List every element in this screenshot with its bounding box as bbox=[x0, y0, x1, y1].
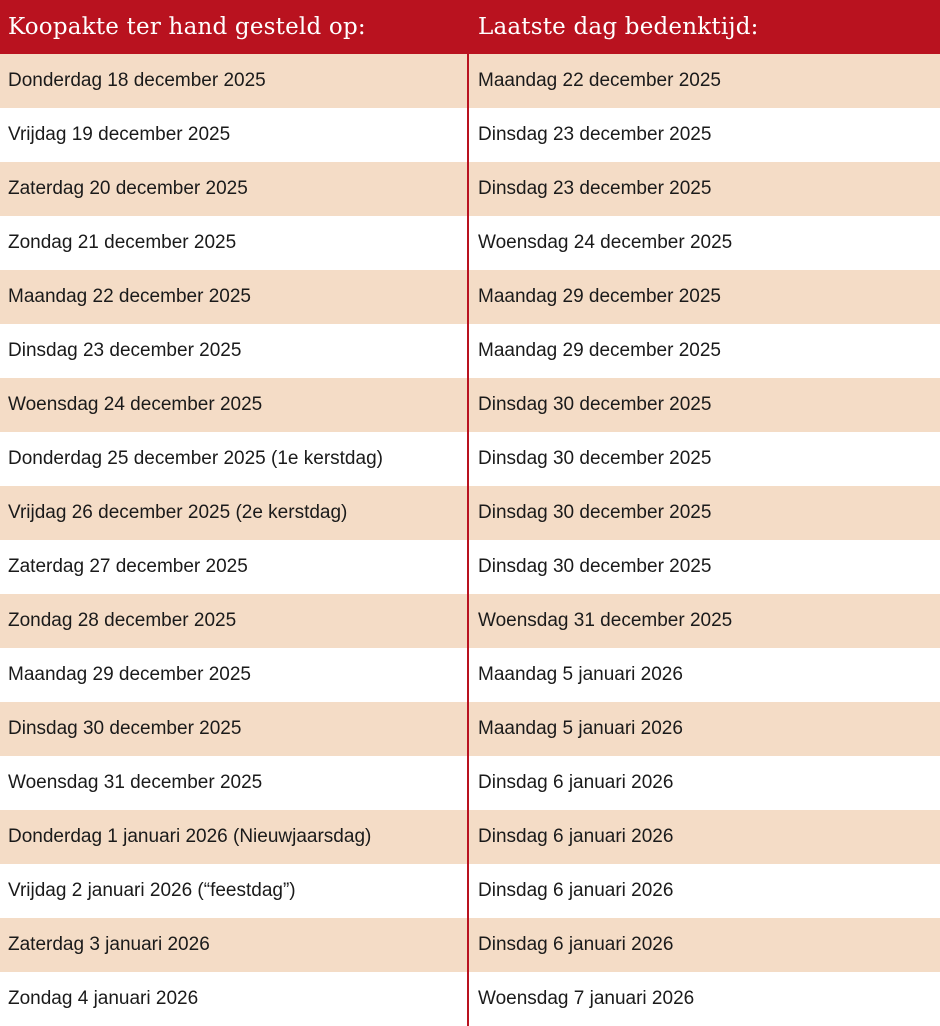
deadline-cell: Maandag 5 januari 2026 bbox=[478, 718, 683, 739]
deadline-cell: Dinsdag 30 december 2025 bbox=[478, 394, 712, 415]
deadline-cell: Woensdag 7 januari 2026 bbox=[478, 988, 695, 1009]
handed-date-cell: Zaterdag 27 december 2025 bbox=[0, 540, 469, 594]
handed-date-cell: Woensdag 24 december 2025 bbox=[0, 378, 469, 432]
table-row bbox=[0, 648, 940, 702]
handed-date-cell: Zondag 28 december 2025 bbox=[0, 594, 469, 648]
deadline-cell: Maandag 22 december 2025 bbox=[478, 70, 721, 91]
table-row bbox=[0, 756, 940, 810]
table-row bbox=[0, 108, 940, 162]
handed-date-cell: Zondag 21 december 2025 bbox=[0, 216, 469, 270]
handed-date-cell: Zaterdag 20 december 2025 bbox=[0, 162, 469, 216]
handed-date-cell: Donderdag 18 december 2025 bbox=[0, 54, 469, 108]
handed-date-cell: Donderdag 25 december 2025 (1e kerstdag) bbox=[0, 432, 469, 486]
table-row bbox=[0, 324, 940, 378]
handed-date-cell: Donderdag 1 januari 2026 (Nieuwjaarsdag) bbox=[0, 810, 469, 864]
handed-date-cell: Maandag 22 december 2025 bbox=[0, 270, 469, 324]
deadline-cell: Dinsdag 23 december 2025 bbox=[478, 124, 712, 145]
deadline-cell: Maandag 5 januari 2026 bbox=[478, 664, 683, 685]
handed-date-cell: Zaterdag 3 januari 2026 bbox=[0, 918, 469, 972]
header-handed-date: Koopakte ter hand gesteld op: bbox=[0, 0, 469, 54]
handed-date-cell: Zondag 4 januari 2026 bbox=[0, 972, 469, 1026]
table-row bbox=[0, 702, 940, 756]
deadline-cell: Dinsdag 23 december 2025 bbox=[478, 178, 712, 199]
handed-date-cell: Dinsdag 23 december 2025 bbox=[0, 324, 469, 378]
table-row bbox=[0, 216, 940, 270]
table-row bbox=[0, 270, 940, 324]
handed-date-cell: Dinsdag 30 december 2025 bbox=[0, 702, 469, 756]
handed-date-cell: Woensdag 31 december 2025 bbox=[0, 756, 469, 810]
deadline-cell: Dinsdag 6 januari 2026 bbox=[478, 826, 674, 847]
table-row bbox=[0, 54, 940, 108]
table-header bbox=[0, 0, 940, 54]
table-row bbox=[0, 432, 940, 486]
table-row bbox=[0, 162, 940, 216]
deadline-cell: Maandag 29 december 2025 bbox=[478, 340, 721, 361]
deadline-cell: Dinsdag 30 december 2025 bbox=[478, 448, 712, 469]
deadline-cell: Dinsdag 6 januari 2026 bbox=[478, 934, 674, 955]
deadline-cell: Dinsdag 30 december 2025 bbox=[478, 502, 712, 523]
deadline-cell: Dinsdag 6 januari 2026 bbox=[478, 880, 674, 901]
deadline-cell: Woensdag 31 december 2025 bbox=[478, 610, 733, 631]
table-row bbox=[0, 540, 940, 594]
handed-date-cell: Vrijdag 26 december 2025 (2e kerstdag) bbox=[0, 486, 469, 540]
table-row bbox=[0, 972, 940, 1026]
table-body bbox=[0, 54, 940, 1026]
header-deadline: Laatste dag bedenktijd: bbox=[478, 14, 759, 40]
table-row bbox=[0, 594, 940, 648]
deadline-cell: Maandag 29 december 2025 bbox=[478, 286, 721, 307]
table-row bbox=[0, 918, 940, 972]
deadline-cell: Dinsdag 30 december 2025 bbox=[478, 556, 712, 577]
deadline-cell: Woensdag 24 december 2025 bbox=[478, 232, 733, 253]
table-row bbox=[0, 486, 940, 540]
handed-date-cell: Vrijdag 2 januari 2026 (“feestdag”) bbox=[0, 864, 469, 918]
handed-date-cell: Maandag 29 december 2025 bbox=[0, 648, 469, 702]
table-row bbox=[0, 864, 940, 918]
table-row bbox=[0, 810, 940, 864]
deadline-cell: Dinsdag 6 januari 2026 bbox=[478, 772, 674, 793]
table-row bbox=[0, 378, 940, 432]
handed-date-cell: Vrijdag 19 december 2025 bbox=[0, 108, 469, 162]
